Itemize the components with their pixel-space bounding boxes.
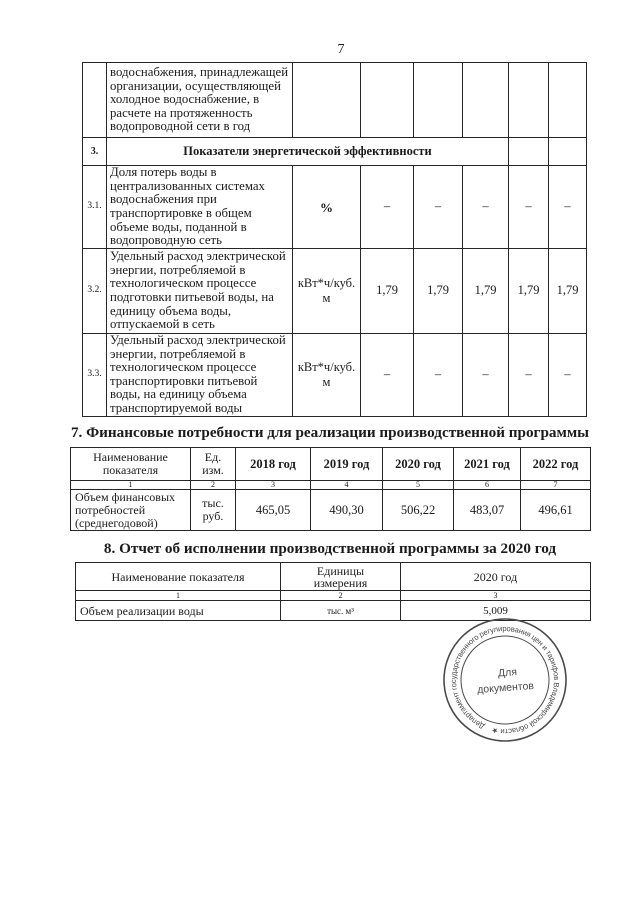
header-cell-year: 2018 год (236, 448, 311, 481)
program-report-table (75, 562, 591, 621)
value-cell: 1,79 (463, 249, 509, 334)
table-row (83, 166, 587, 249)
value-cell: – (463, 334, 509, 417)
value-cell (414, 63, 463, 138)
row-number-cell: 3.2. (83, 249, 107, 334)
value-cell (509, 63, 549, 138)
financial-needs-table (70, 447, 591, 531)
unit-cell: тыс. м³ (281, 601, 401, 621)
unit-cell: кВт*ч/куб. м (293, 334, 361, 417)
unit-cell (293, 63, 361, 138)
value-cell: – (361, 334, 414, 417)
seal-ring-text (440, 615, 570, 745)
indicator-name-cell: Объем реализации воды (76, 601, 281, 621)
unit-cell: % (293, 166, 361, 249)
column-number-cell: 4 (311, 481, 383, 490)
unit-cell: тыс. руб. (191, 490, 236, 531)
value-cell: 1,79 (361, 249, 414, 334)
seal-ring-text-path: Департамент государственного регулирования цен и тарифов Владимирской области ★ (448, 623, 562, 737)
page-number: 7 (337, 42, 345, 57)
indicator-name-cell: Объем финансовых потребностей (среднегодовой) (71, 490, 191, 531)
seal-inner-ring (458, 633, 552, 727)
value-cell (549, 63, 587, 138)
indicator-name-cell: водоснабжения, принадлежащей организации, осуществляющей холодное водоснабжение, в расчете на протяженность водопроводной сети в год (107, 63, 293, 138)
value-cell: 1,79 (414, 249, 463, 334)
value-cell (509, 138, 549, 166)
header-cell-unit: Ед. изм. (191, 448, 236, 481)
header-cell-year: 2019 год (311, 448, 383, 481)
indicator-name-cell: Доля потерь воды в централизованных системах водоснабжения при транспортировке в общем объеме воды, поданной в водопроводную сеть (107, 166, 293, 249)
header-row (76, 563, 591, 591)
column-number-row (71, 481, 591, 490)
row-number-cell: 3.3. (83, 334, 107, 417)
value-cell (549, 138, 587, 166)
section-title-cell: Показатели энергетической эффективности (107, 138, 509, 166)
table-row (83, 249, 587, 334)
header-cell-name: Наименование показателя (71, 448, 191, 481)
header-cell-unit: Единицы измерения (281, 563, 401, 591)
column-number-cell: 2 (191, 481, 236, 490)
column-number-cell: 7 (521, 481, 591, 490)
row-number-cell: 3.1. (83, 166, 107, 249)
value-cell: – (414, 166, 463, 249)
table-row (71, 490, 591, 531)
organization-seal (440, 615, 570, 745)
seal-outer-ring (440, 615, 570, 745)
value-cell: 490,30 (311, 490, 383, 531)
value-cell: 1,79 (549, 249, 587, 334)
value-cell: – (509, 166, 549, 249)
value-cell: 5,009 (401, 601, 591, 621)
section-row (83, 138, 587, 166)
value-cell (361, 63, 414, 138)
value-cell: – (549, 334, 587, 417)
section-8-heading: 8. Отчет об исполнении производственной программы за 2020 год (103, 540, 557, 557)
indicator-name-cell: Удельный расход электрической энергии, потребляемой в технологическом процессе подготовки питьевой воды, на единицу объема воды, отпускаемой в сеть (107, 249, 293, 334)
value-cell: – (463, 166, 509, 249)
value-cell: – (549, 166, 587, 249)
column-number-cell: 6 (454, 481, 521, 490)
value-cell: 1,79 (509, 249, 549, 334)
column-number-cell: 3 (401, 591, 591, 601)
indicator-name-cell: Удельный расход электрической энергии, потребляемой в технологическом процессе транспортировки питьевой воды, на единицу объема транспортируемой воды (107, 334, 293, 417)
column-number-cell: 2 (281, 591, 401, 601)
seal-center-text-line: Для (497, 666, 518, 680)
column-number-cell: 3 (236, 481, 311, 490)
column-number-cell: 1 (71, 481, 191, 490)
table-row (83, 63, 587, 138)
header-row (71, 448, 591, 481)
header-cell-year: 2020 год (401, 563, 591, 591)
section-7-heading: 7. Финансовые потребности для реализации производственной программы (70, 424, 590, 441)
column-number-cell: 1 (76, 591, 281, 601)
value-cell: 506,22 (383, 490, 454, 531)
header-cell-year: 2022 год (521, 448, 591, 481)
header-cell-year: 2020 год (383, 448, 454, 481)
value-cell: – (509, 334, 549, 417)
value-cell: – (361, 166, 414, 249)
section-number-cell: 3. (83, 138, 107, 166)
energy-efficiency-table (82, 62, 587, 417)
header-cell-name: Наименование показателя (76, 563, 281, 591)
value-cell: 496,61 (521, 490, 591, 531)
value-cell: 483,07 (454, 490, 521, 531)
header-cell-year: 2021 год (454, 448, 521, 481)
value-cell (463, 63, 509, 138)
value-cell: 465,05 (236, 490, 311, 531)
seal-center-text-line: документов (476, 680, 535, 696)
value-cell: – (414, 334, 463, 417)
unit-cell: кВт*ч/куб. м (293, 249, 361, 334)
table-row (83, 334, 587, 417)
row-number-cell (83, 63, 107, 138)
column-number-row (76, 591, 591, 601)
column-number-cell: 5 (383, 481, 454, 490)
